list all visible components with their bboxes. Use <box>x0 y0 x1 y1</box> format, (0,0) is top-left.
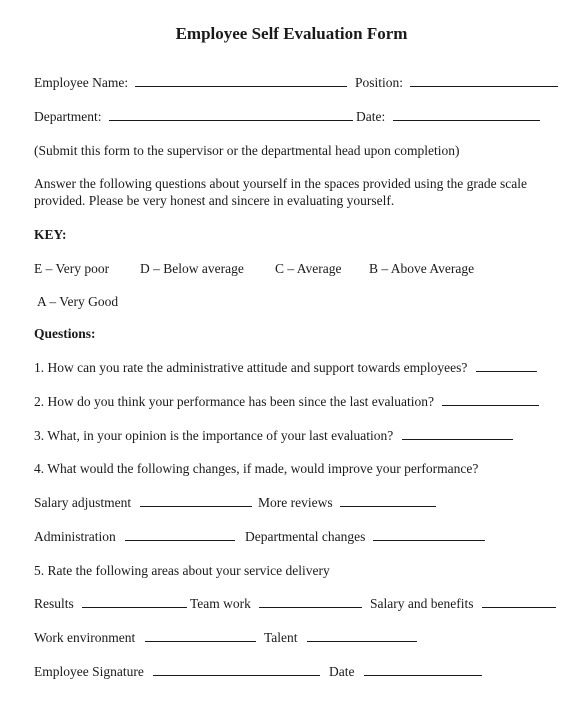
grade-a: A – Very Good <box>37 294 119 309</box>
form-title: Employee Self Evaluation Form <box>175 24 408 43</box>
talent-label: Talent <box>264 630 298 645</box>
submit-note: (Submit this form to the supervisor or the departmental head upon completion) <box>34 143 460 158</box>
more-reviews-label: More reviews <box>258 495 333 510</box>
department-field[interactable] <box>109 108 353 121</box>
administration-row <box>34 528 235 545</box>
salary-benefits-row <box>370 595 556 612</box>
date-field[interactable] <box>393 108 540 121</box>
signature-date-label: Date <box>329 664 355 679</box>
salary-benefits-field[interactable] <box>482 595 556 608</box>
administration-label: Administration <box>34 529 116 544</box>
work-environment-label: Work environment <box>34 630 136 645</box>
salary-adjustment-row <box>34 494 252 511</box>
question-1-answer[interactable] <box>476 359 537 372</box>
question-5: 5. Rate the following areas about your service delivery <box>34 563 330 578</box>
question-2 <box>34 393 539 410</box>
results-row <box>34 595 187 612</box>
talent-field[interactable] <box>307 629 417 642</box>
employee-name-field[interactable] <box>135 74 347 87</box>
signature-row <box>34 663 320 680</box>
grade-c: C – Average <box>275 261 342 276</box>
question-4: 4. What would the following changes, if made, would improve your performance? <box>34 461 479 476</box>
administration-field[interactable] <box>125 528 235 541</box>
team-work-label: Team work <box>190 596 251 611</box>
signature-field[interactable] <box>153 663 320 676</box>
work-environment-field[interactable] <box>145 629 256 642</box>
department-label: Department: <box>34 109 102 124</box>
question-3-text: 3. What, in your opinion is the importance of your last evaluation? <box>34 428 394 443</box>
employee-name-label: Employee Name: <box>34 75 129 90</box>
employee-name-row <box>34 74 347 91</box>
signature-label: Employee Signature <box>34 664 144 679</box>
question-2-answer[interactable] <box>442 393 539 406</box>
departmental-changes-row <box>245 528 485 545</box>
question-2-text: 2. How do you think your performance has been since the last evaluation? <box>34 394 435 409</box>
salary-adjustment-label: Salary adjustment <box>34 495 132 510</box>
date-row <box>356 108 540 125</box>
work-environment-row <box>34 629 256 646</box>
results-field[interactable] <box>82 595 187 608</box>
talent-row <box>264 629 417 646</box>
signature-date-field[interactable] <box>364 663 482 676</box>
departmental-changes-label: Departmental changes <box>245 529 366 544</box>
key-heading: KEY: <box>34 227 67 242</box>
team-work-row <box>190 595 362 612</box>
question-1 <box>34 359 537 376</box>
team-work-field[interactable] <box>259 595 362 608</box>
results-label: Results <box>34 596 74 611</box>
grade-b: B – Above Average <box>369 261 475 276</box>
departmental-changes-field[interactable] <box>373 528 485 541</box>
more-reviews-field[interactable] <box>340 494 436 507</box>
position-label: Position: <box>355 75 404 90</box>
position-field[interactable] <box>410 74 558 87</box>
question-1-text: 1. How can you rate the administrative attitude and support towards employees? <box>34 360 468 375</box>
department-row <box>34 108 353 125</box>
salary-adjustment-field[interactable] <box>140 494 252 507</box>
more-reviews-row <box>258 494 436 511</box>
question-3-answer[interactable] <box>402 427 513 440</box>
instructions: Answer the following questions about yourself in the spaces provided using the grade scale provided. Please be very honest and sincere in evaluating yourself. <box>34 176 528 208</box>
position-row <box>355 74 558 91</box>
questions-heading: Questions: <box>34 326 96 341</box>
question-3 <box>34 427 513 444</box>
salary-benefits-label: Salary and benefits <box>370 596 474 611</box>
date-label: Date: <box>356 109 386 124</box>
grade-e: E – Very poor <box>34 261 110 276</box>
grade-d: D – Below average <box>140 261 244 276</box>
signature-date-row <box>329 663 482 680</box>
